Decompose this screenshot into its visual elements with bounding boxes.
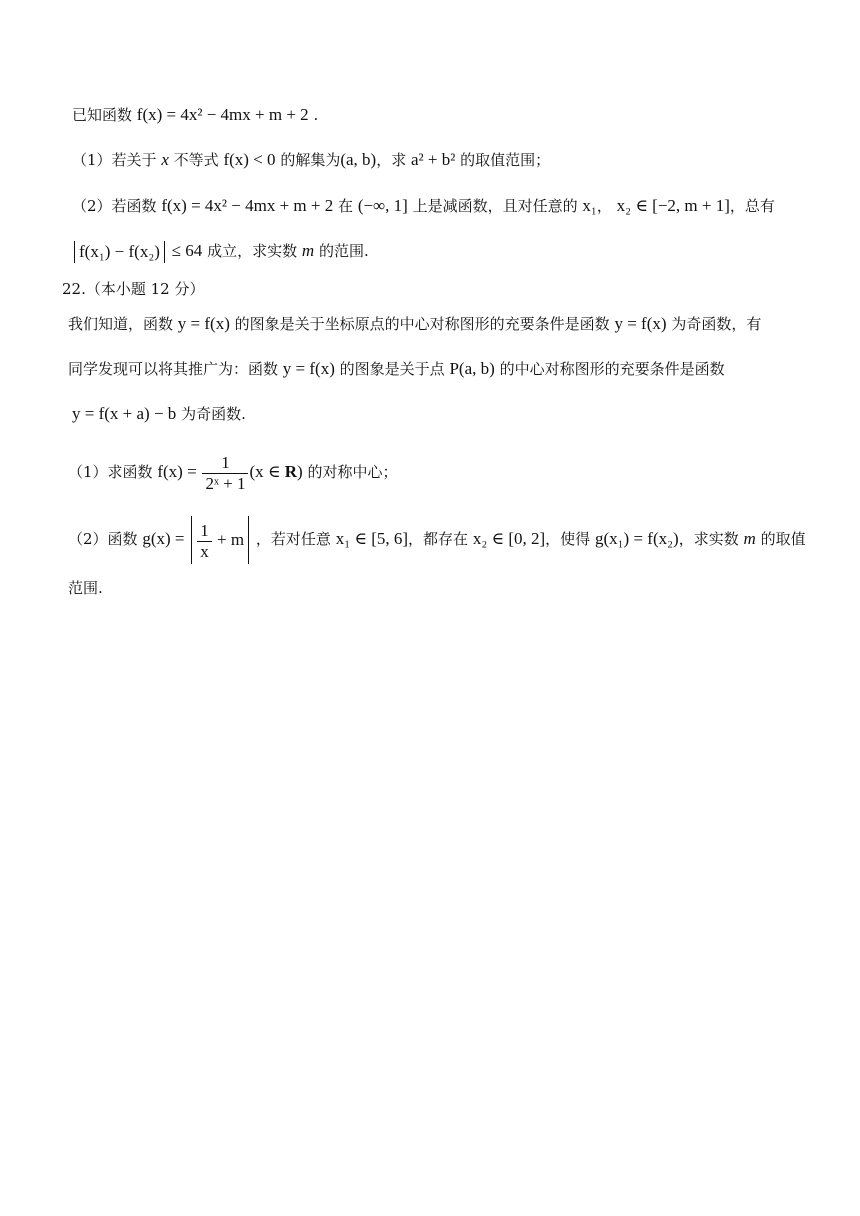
- q22-1-text-b: 的对称中心；: [307, 463, 398, 481]
- q22-1-fraction: [202, 453, 248, 494]
- q22-part-2-cont: [68, 577, 800, 599]
- q22-1-domain-a: (x ∈: [249, 462, 285, 481]
- q1-inequality: f(x) < 0: [223, 150, 276, 169]
- q1-var-x: x: [161, 150, 169, 169]
- q22-1-domain-r: R: [284, 462, 297, 481]
- intro-text: 已知函数: [72, 106, 133, 124]
- q2-x1: x₁: [582, 196, 597, 215]
- q2-comma: ，: [596, 197, 612, 215]
- q1-text-a: 若关于: [111, 151, 157, 169]
- q1-text-d: ，求: [376, 151, 407, 169]
- q22-1-frac-den: 2ˣ + 1: [205, 473, 246, 493]
- q22-para-3: [72, 403, 800, 425]
- q22-2-x1range: x₁ ∈ [5, 6]: [335, 529, 409, 548]
- q22-2-frac-num: 1: [197, 521, 212, 542]
- intro-line: [72, 104, 800, 126]
- q2-text-a: 若函数: [111, 197, 157, 215]
- q22-p1-b: 的图象是关于坐标原点的中心对称图形的充要条件是函数: [234, 315, 610, 333]
- q22-2-eq: g(x₁) = f(x₂): [594, 529, 679, 548]
- q22-part-2: [68, 515, 806, 563]
- q22-2-frac-den: x: [200, 541, 209, 561]
- q2-var-m: m: [301, 241, 315, 260]
- q22-p3-b: 为奇函数.: [181, 405, 246, 423]
- q2-abs-expr: f(x₁) − f(x₂): [74, 241, 165, 263]
- q22-header: [62, 278, 800, 300]
- q2-x2range: x₂ ∈ [−2, m + 1]: [616, 196, 730, 215]
- q22-2-text-f: 的取值: [760, 530, 806, 548]
- q22-2-abs: [191, 516, 249, 564]
- q2-text-f: 的范围.: [318, 242, 369, 260]
- q22-1-domain-b: ): [297, 462, 303, 481]
- q22-1-frac-num: 1: [202, 453, 248, 474]
- q22-p1-f1: y = f(x): [177, 314, 230, 333]
- q1-text-e: 的取值范围；: [460, 151, 551, 169]
- q22-2-fraction: [197, 521, 212, 562]
- q22-2-text-a: 函数: [107, 530, 138, 548]
- q22-header-text: 22.（本小题 12 分）: [62, 280, 205, 298]
- q22-para-1: [68, 313, 800, 335]
- q2-formula: f(x) = 4x² − 4mx + m + 2: [161, 196, 334, 215]
- q2-label: （2）: [72, 197, 112, 215]
- q2-text-b: 在: [338, 197, 354, 215]
- q22-2-text-c: ，都存在: [408, 530, 469, 548]
- q2-text-e: 成立，求实数: [207, 242, 298, 260]
- q1-expr: a² + b²: [411, 150, 456, 169]
- q2-text-d: ，总有: [729, 197, 775, 215]
- q22-1-text-a: 求函数: [107, 463, 153, 481]
- q22-p1-a: 我们知道，函数: [68, 315, 174, 333]
- q22-para-2: [68, 358, 800, 380]
- q22-2-x2range: x₂ ∈ [0, 2]: [472, 529, 546, 548]
- q22-2-text-b: ，若对任意: [255, 530, 331, 548]
- q22-part-1: [68, 450, 800, 494]
- q22-2-text-d: ，使得: [545, 530, 591, 548]
- q22-2-cont: 范围.: [68, 579, 103, 597]
- q1-interval: (a, b): [340, 150, 377, 169]
- q2-ineq-tail: ≤ 64: [171, 241, 203, 260]
- q22-p2-f: y = f(x): [282, 359, 335, 378]
- q1-text-b: 不等式: [173, 151, 219, 169]
- q22-2-plus-m: + m: [217, 530, 245, 549]
- question-2: [72, 195, 800, 217]
- question-2-cont: [72, 240, 800, 263]
- q2-interval: (−∞, 1]: [357, 196, 408, 215]
- q22-2-label: （2）: [68, 530, 108, 548]
- intro-formula: f(x) = 4x² − 4mx + m + 2: [136, 105, 309, 124]
- intro-period: .: [313, 106, 319, 124]
- q22-2-g-left: g(x) =: [142, 529, 185, 548]
- q22-2-text-e: ，求实数: [678, 530, 739, 548]
- q22-p2-b: 的图象是关于点: [339, 360, 445, 378]
- q22-1-label: （1）: [68, 463, 108, 481]
- q22-p1-c: 为奇函数，有: [671, 315, 762, 333]
- q22-p2-point: P(a, b): [449, 359, 495, 378]
- q22-p2-a: 同学发现可以将其推广为：函数: [68, 360, 279, 378]
- q1-text-c: 的解集为: [280, 151, 341, 169]
- q22-p3-f: y = f(x + a) − b: [72, 404, 177, 423]
- q22-2-var-m: m: [743, 529, 756, 548]
- q22-p1-f2: y = f(x): [614, 314, 667, 333]
- q22-p2-c: 的中心对称图形的充要条件是函数: [499, 360, 725, 378]
- question-1: [72, 149, 800, 171]
- q1-label: （1）: [72, 151, 112, 169]
- q22-1-f-left: f(x) =: [157, 462, 197, 481]
- q2-text-c: 上是减函数，且对任意的: [412, 197, 578, 215]
